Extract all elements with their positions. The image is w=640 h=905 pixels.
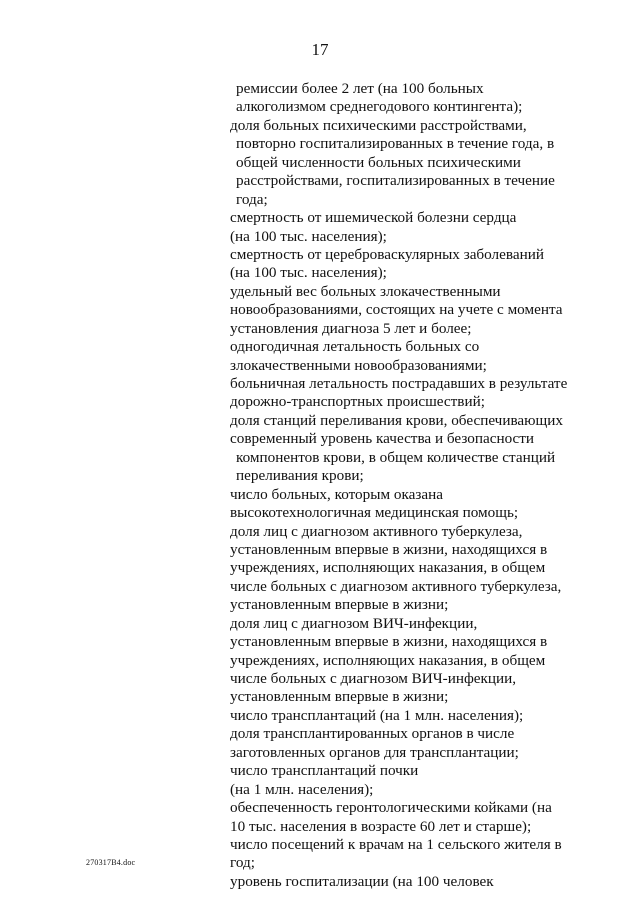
text-line: доля трансплантированных органов в числе — [230, 725, 515, 743]
text-line: число больных, которым оказана — [230, 485, 443, 503]
text-line: ремиссии более 2 лет (на 100 больных — [236, 80, 484, 97]
text-line: (на 100 тыс. населения); — [230, 227, 387, 245]
text-line: удельный вес больных злокачественными — [230, 282, 501, 300]
document-body — [230, 80, 570, 891]
text-line: доля лиц с диагнозом активного туберкулеза, — [230, 522, 523, 540]
text-line: года; — [236, 190, 268, 208]
page-number: 17 — [311, 40, 329, 59]
text-line: (на 100 тыс. населения); — [230, 264, 387, 282]
text-line: смертность от ишемической болезни сердца — [230, 209, 517, 227]
text-line: учреждениях, исполняющих наказания, в общем — [230, 559, 546, 577]
text-line: установленным впервые в жизни, находящихся в — [230, 633, 548, 651]
text-line: больничная летальность пострадавших в результате — [230, 375, 568, 392]
text-line: учреждениях, исполняющих наказания, в общем — [230, 651, 546, 669]
text-line: общей численности больных психическими — [236, 153, 521, 171]
text-line: доля станций переливания крови, обеспечивающих — [230, 411, 563, 429]
text-line: обеспеченность геронтологическими койками (на — [230, 799, 552, 817]
text-line: уровень госпитализации (на 100 человек — [230, 872, 494, 890]
text-line: число посещений к врачам на 1 сельского жителя в — [230, 835, 562, 853]
text-line: повторно госпитализированных в течение года, в — [236, 135, 555, 153]
text-line: число трансплантаций (на 1 млн. населения); — [230, 706, 524, 724]
text-line: новообразованиями, состоящих на учете с момента — [230, 301, 563, 319]
text-line: число трансплантаций почки — [230, 762, 419, 780]
text-line: современный уровень качества и безопасности — [230, 430, 535, 448]
text-line: установленным впервые в жизни; — [230, 596, 449, 614]
text-line: доля лиц с диагнозом ВИЧ-инфекции, — [230, 614, 478, 632]
text-line: алкоголизмом среднегодового контингента); — [236, 98, 523, 116]
text-line: компонентов крови, в общем количестве станций — [236, 448, 556, 466]
text-line: год; — [230, 854, 255, 872]
text-line: заготовленных органов для трансплантации; — [230, 743, 519, 761]
text-line: злокачественными новообразованиями; — [230, 356, 487, 374]
text-line: дорожно-транспортных происшествий; — [230, 393, 485, 411]
text-line: числе больных с диагнозом ВИЧ-инфекции, — [230, 670, 517, 687]
text-line: установления диагноза 5 лет и более; — [230, 319, 472, 337]
text-line: высокотехнологичная медицинская помощь; — [230, 504, 519, 522]
text-line: установленным впервые в жизни, находящихся в — [230, 540, 548, 558]
text-line: установленным впервые в жизни; — [230, 688, 449, 706]
text-line: 10 тыс. населения в возрасте 60 лет и старше); — [230, 817, 532, 835]
footer-filename: 270317B4.doc — [86, 858, 136, 867]
text-line: одногодичная летальность больных со — [230, 338, 480, 356]
text-line: (на 1 млн. населения); — [230, 780, 374, 798]
text-line: переливания крови; — [236, 467, 364, 485]
text-line: расстройствами, госпитализированных в течение — [236, 172, 555, 190]
text-line: доля больных психическими расстройствами, — [230, 116, 527, 134]
text-line: смертность от цереброваскулярных заболеваний — [230, 245, 544, 263]
text-line: числе больных с диагнозом активного туберкулеза, — [230, 577, 562, 595]
